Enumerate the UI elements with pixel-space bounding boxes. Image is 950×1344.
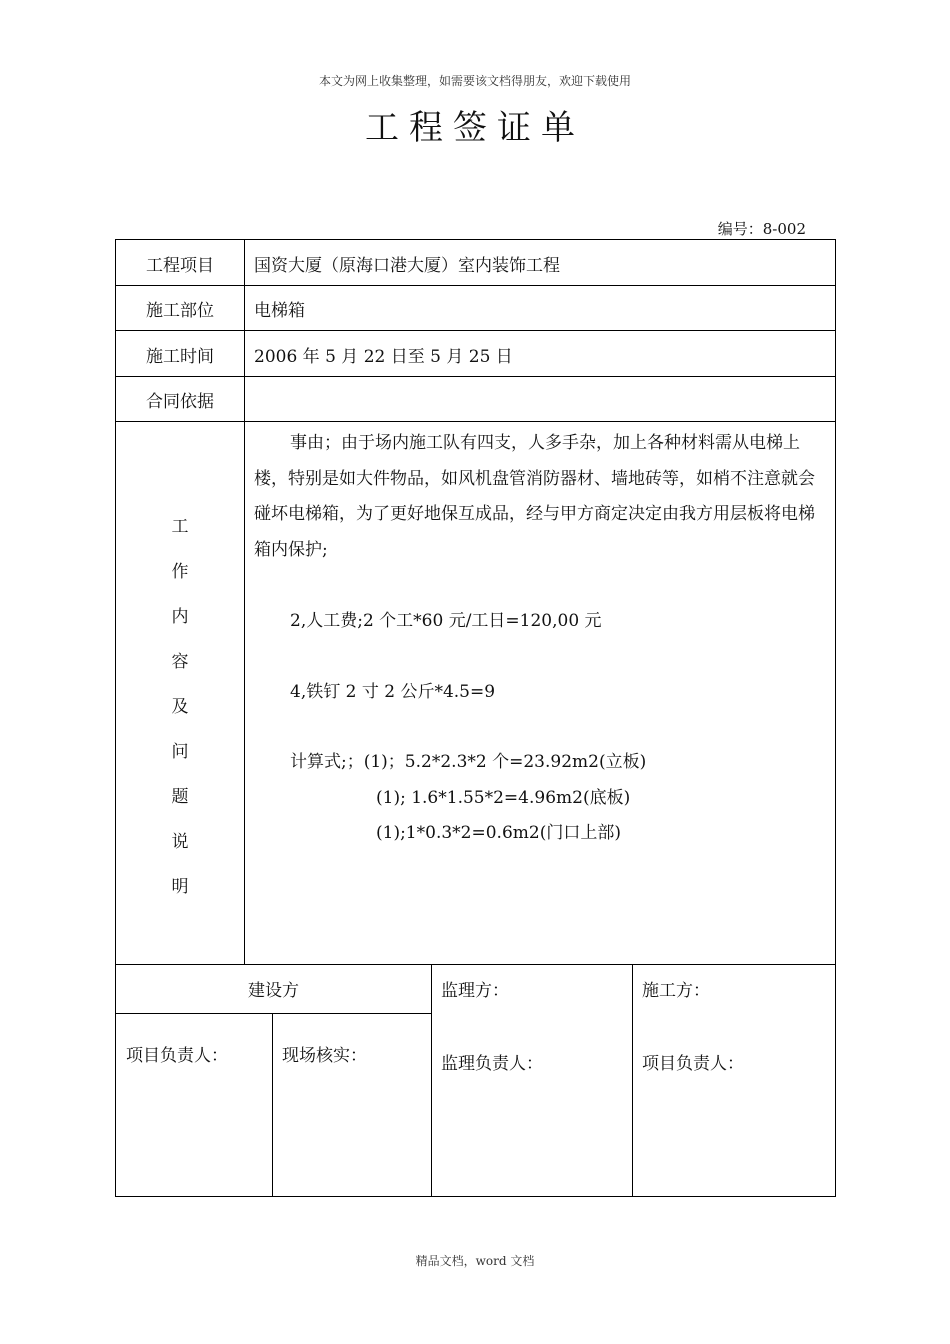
- calculation-line-2: (1); 1.6*1.55*2=4.96m2(底板): [376, 788, 631, 808]
- supervisor-heading: 监理方：: [441, 981, 509, 1001]
- column-divider: [272, 1013, 273, 1196]
- contractor-heading: 施工方：: [642, 981, 710, 1001]
- row-divider: [116, 421, 835, 422]
- time-value: 2006 年 5 月 22 日至 5 月 25 日: [254, 347, 513, 367]
- row-divider: [116, 376, 835, 377]
- label-char: 题: [171, 787, 189, 807]
- work-reason-paragraph: 事由；由于场内施工队有四支，人多手杂，加上各种材料需从电梯上楼，特别是如大件物品，如风机盘管消防器材、墙地砖等，如梢不注意就会碰坏电梯箱，为了更好地保互成品，经与甲方商定决定由我方用层板将电梯箱内保护;: [254, 433, 815, 560]
- label-char: 问: [171, 742, 189, 762]
- contractor-lead: 项目负责人：: [642, 1054, 744, 1074]
- visa-form: [115, 239, 836, 1197]
- location-value: 电梯箱: [254, 301, 305, 321]
- document-title: 工程签证单: [365, 108, 585, 148]
- document-number: 编号：8-002: [717, 220, 806, 238]
- calculation-line-3: (1);1*0.3*2=0.6m2(门口上部): [376, 823, 621, 843]
- nails-cost-item: 4,铁钉 2 寸 2 公斤*4.5=9: [290, 682, 496, 702]
- column-divider: [431, 964, 432, 1196]
- time-label: 施工时间: [146, 347, 214, 367]
- label-char: 内: [171, 607, 189, 627]
- work-content-label: [116, 505, 244, 910]
- calculation-line-1: 计算式;；(1)；5.2*2.3*2 个=23.92m2(立板): [290, 752, 647, 772]
- row-divider: [116, 330, 835, 331]
- row-divider: [116, 285, 835, 286]
- owner-heading: 建设方: [248, 981, 299, 1001]
- location-label: 施工部位: [146, 301, 214, 321]
- header-note: 本文为网上收集整理，如需要该文档得朋友，欢迎下载使用: [318, 74, 631, 88]
- project-value: 国资大厦（原海口港大厦）室内装饰工程: [254, 256, 560, 276]
- owner-project-lead: 项目负责人：: [126, 1046, 228, 1066]
- supervisor-lead: 监理负责人：: [441, 1054, 543, 1074]
- label-char: 作: [171, 562, 189, 582]
- labor-cost-item: 2,人工费;2 个工*60 元/工日=120,00 元: [290, 611, 602, 631]
- label-char: 说: [171, 832, 189, 852]
- row-divider: [116, 964, 835, 965]
- label-char: 工: [171, 517, 189, 537]
- row-divider: [116, 1013, 431, 1014]
- label-char: 及: [171, 697, 189, 717]
- contract-label: 合同依据: [146, 392, 214, 412]
- column-divider: [244, 240, 245, 964]
- label-char: 容: [171, 652, 189, 672]
- owner-site-check: 现场核实：: [282, 1046, 367, 1066]
- footer-note: 精品文档，word 文档: [415, 1254, 535, 1268]
- label-char: 明: [171, 877, 189, 897]
- project-label: 工程项目: [146, 256, 214, 276]
- column-divider: [632, 964, 633, 1196]
